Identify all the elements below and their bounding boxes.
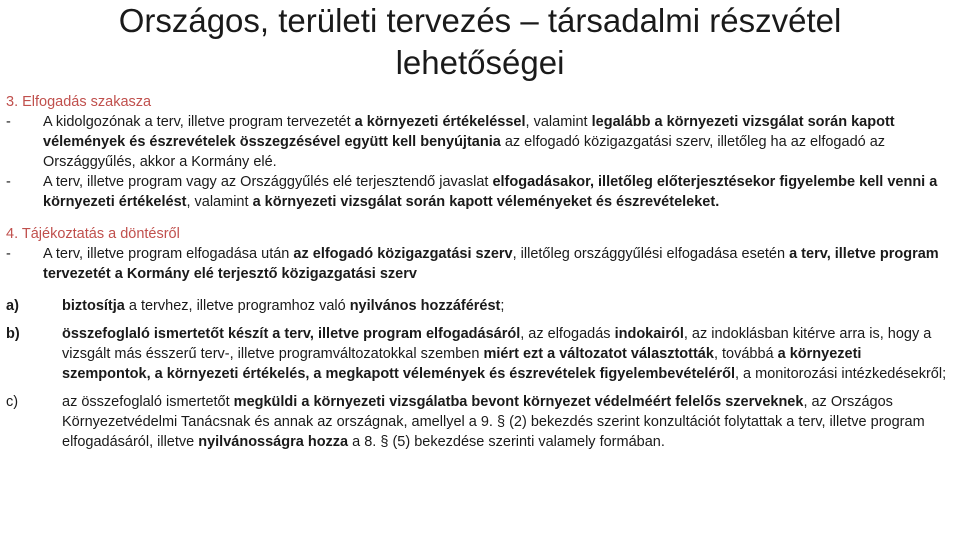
list-marker-c: c) <box>6 394 19 410</box>
section-4-heading: 4. Tájékoztatás a döntésről <box>6 226 180 242</box>
bold-text: indokairól <box>614 326 684 342</box>
slide-title <box>0 0 960 84</box>
slide-body <box>6 92 954 452</box>
text: az elfogadó közigazgatási szerv, illetőleg ha az elfogadó az Országgyűlés, akkor a Kormány elé. <box>43 134 886 170</box>
spacer <box>6 316 954 324</box>
text: az összefoglaló ismertetőt <box>62 394 234 410</box>
bold-text: legalább a környezeti vizsgálat során kapott vélemények és észrevételek összegzésével együtt kell benyújtania <box>43 114 895 150</box>
section-3-item-1 <box>6 112 954 172</box>
bold-text: a környezeti értékeléssel <box>354 114 526 130</box>
text: ; <box>500 298 505 314</box>
list-item-a <box>6 296 954 316</box>
text: , az indoklásban kitérve arra is, hogy a vizsgált más ésszerű terv-, illetve programváltozatokkal szemben <box>62 326 932 362</box>
text: A terv, illetve program elfogadása után <box>43 246 294 262</box>
bold-text: a környezeti szempontok, a környezeti értékelés, a megkapott vélemények és észrevételek figyelembevételéről <box>62 346 862 382</box>
list-item-b <box>6 324 954 384</box>
spacer <box>6 384 954 392</box>
text: , az Országos Környezetvédelmi Tanácsnak és annak az országnak, amellyel a 9. § (2) bekezdés szerint konzultációt folytattak a terv, illetve program elfogadásáról, illetve <box>62 394 925 450</box>
bold-text: nyilvános hozzáférést <box>349 298 501 314</box>
dash-marker: - <box>6 114 11 130</box>
bold-text: biztosítja <box>62 298 125 314</box>
title-line-2: lehetőségei <box>395 44 565 81</box>
list-item-c <box>6 392 954 452</box>
bold-text: nyilvánosságra hozza <box>198 434 349 450</box>
section-4-item-1 <box>6 244 954 284</box>
text: A terv, illetve program vagy az Országgyűlés elé terjesztendő javaslat <box>43 174 493 190</box>
list-marker-b: b) <box>6 326 20 342</box>
dash-marker: - <box>6 174 11 190</box>
bold-text: elfogadásakor, illetőleg előterjesztésekor figyelembe kell venni a környezeti értékelést <box>43 174 938 210</box>
spacer <box>6 212 954 224</box>
bold-text: összefoglaló ismertetőt készít a terv, illetve program elfogadásáról <box>62 326 521 342</box>
bold-text: az elfogadó közigazgatási szerv <box>293 246 513 262</box>
spacer <box>6 284 954 296</box>
bold-text: megküldi a környezeti vizsgálatba bevont környezet védelméért felelős szerveknek <box>233 394 804 410</box>
text: , a monitorozási intézkedésekről; <box>734 366 947 382</box>
text: , illetőleg országgyűlési elfogadása esetén <box>512 246 790 262</box>
section-3-item-2 <box>6 172 954 212</box>
text: , az elfogadás <box>520 326 615 342</box>
section-3-heading: 3. Elfogadás szakasza <box>6 94 152 110</box>
text: , valamint <box>525 114 592 130</box>
bold-text: a terv, illetve program tervezetét a Kormány elé terjesztő közigazgatási szerv <box>43 246 939 282</box>
text: A kidolgozónak a terv, illetve program tervezetét <box>43 114 355 130</box>
text: a 8. § (5) bekezdése szerinti valamely formában. <box>348 434 665 450</box>
text: a tervhez, illetve programhoz való <box>124 298 350 314</box>
bold-text: miért ezt a változatot választották <box>483 346 714 362</box>
title-line-1: Országos, területi tervezés – társadalmi részvétel <box>118 2 842 39</box>
bold-text: a környezeti vizsgálat során kapott véleményeket és észrevételeket. <box>252 194 720 210</box>
dash-marker: - <box>6 246 11 262</box>
text: , továbbá <box>713 346 778 362</box>
list-marker-a: a) <box>6 298 19 314</box>
text: , valamint <box>186 194 253 210</box>
